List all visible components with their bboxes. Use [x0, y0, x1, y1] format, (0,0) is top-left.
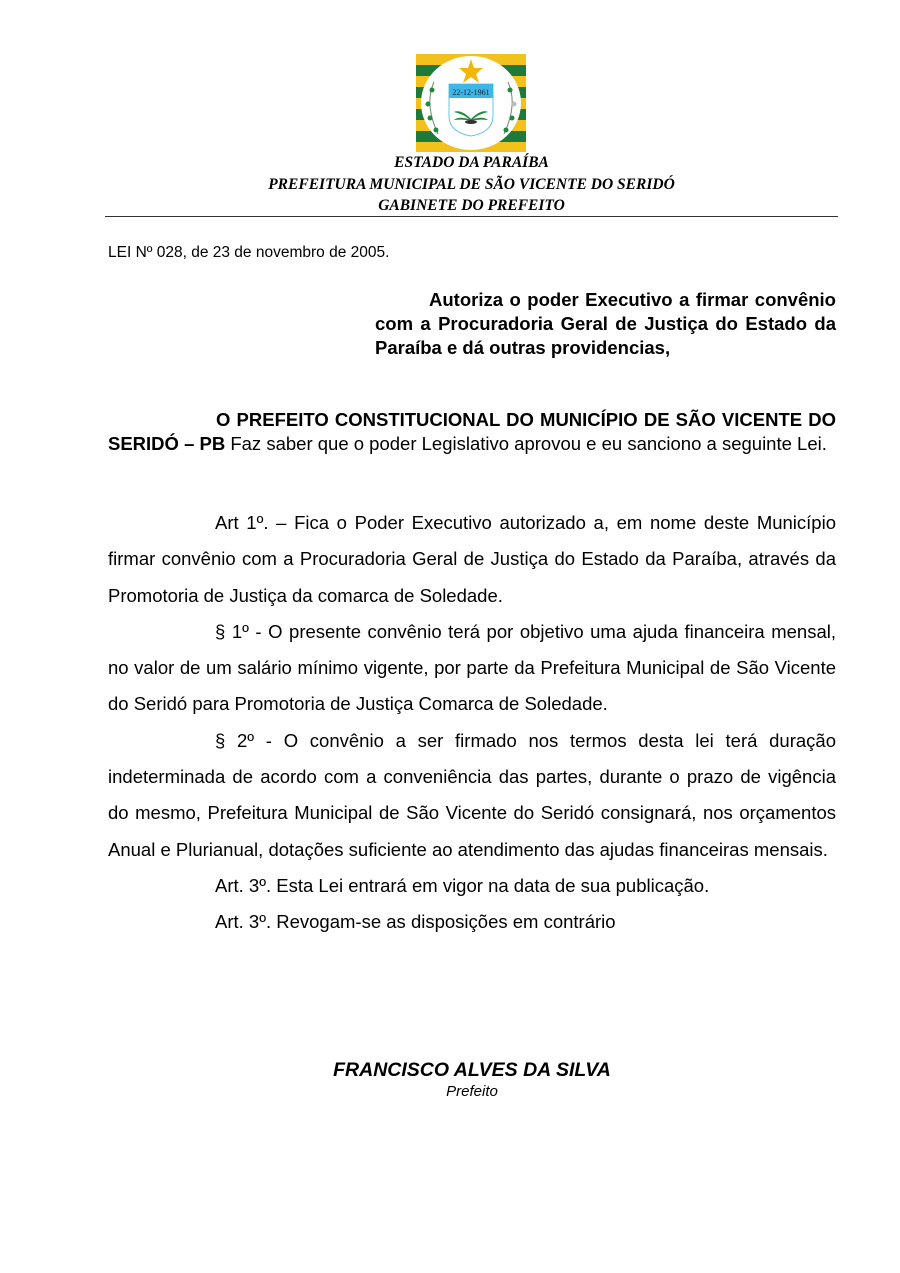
svg-text:22-12-1961: 22-12-1961: [452, 88, 490, 97]
header-divider: [105, 216, 838, 217]
preamble-authority: O PREFEITO CONSTITUCIONAL DO MUNICÍPIO DE SÃO VICENTE DO SERIDÓ – PB: [108, 409, 836, 454]
article-3-effective: Art. 3º. Esta Lei entrará em vigor na data de sua publicação.: [215, 874, 710, 896]
signatory-name: FRANCISCO ALVES DA SILVA: [333, 1059, 611, 1081]
law-number: LEI Nº 028, de 23 de novembro de 2005.: [108, 244, 390, 261]
law-summary-text: Autoriza o poder Executivo a firmar convênio com a Procuradoria Geral de Justiça do Estado da Paraíba e dá outras providencias,: [375, 289, 836, 358]
law-body: [108, 505, 836, 941]
article-1: Art 1º. – Fica o Poder Executivo autorizado a, em nome deste Município firmar convênio com a Procuradoria Geral de Justiça do Estado da Paraíba, através da Promotoria de Justiça da comarca de Soledade.: [108, 512, 836, 606]
header-state: ESTADO DA PARAÍBA: [394, 154, 549, 171]
paragraph-1: § 1º - O presente convênio terá por objetivo uma ajuda financeira mensal, no valor de um salário mínimo vigente, por parte da Prefeitura Municipal de São Vicente do Seridó para Promotoria de Justiça Comarca de Soledade.: [108, 620, 836, 715]
municipal-coat-of-arms-icon: [416, 54, 526, 152]
header-municipality: PREFEITURA MUNICIPAL DE SÃO VICENTE DO SERIDÓ: [268, 176, 675, 193]
preamble-text: Faz saber que o poder Legislativo aprovou e eu sanciono a seguinte Lei.: [225, 433, 827, 454]
signature-block: [300, 1058, 644, 1102]
article-3-revocation: Art. 3º. Revogam-se as disposições em contrário: [215, 911, 616, 933]
law-summary: [375, 288, 836, 360]
preamble: [108, 408, 836, 456]
paragraph-2: § 2º - O convênio a ser firmado nos termos desta lei terá duração indeterminada de acordo com a conveniência das partes, durante o prazo de vigência do mesmo, Prefeitura Municipal de São Vicente do Seridó consignará, nos orçamentos Anual e Plurianual, dotações suficiente ao atendimento das ajudas financeiras mensais.: [108, 729, 836, 860]
header-office: GABINETE DO PREFEITO: [378, 197, 565, 214]
signatory-role: Prefeito: [446, 1083, 498, 1100]
